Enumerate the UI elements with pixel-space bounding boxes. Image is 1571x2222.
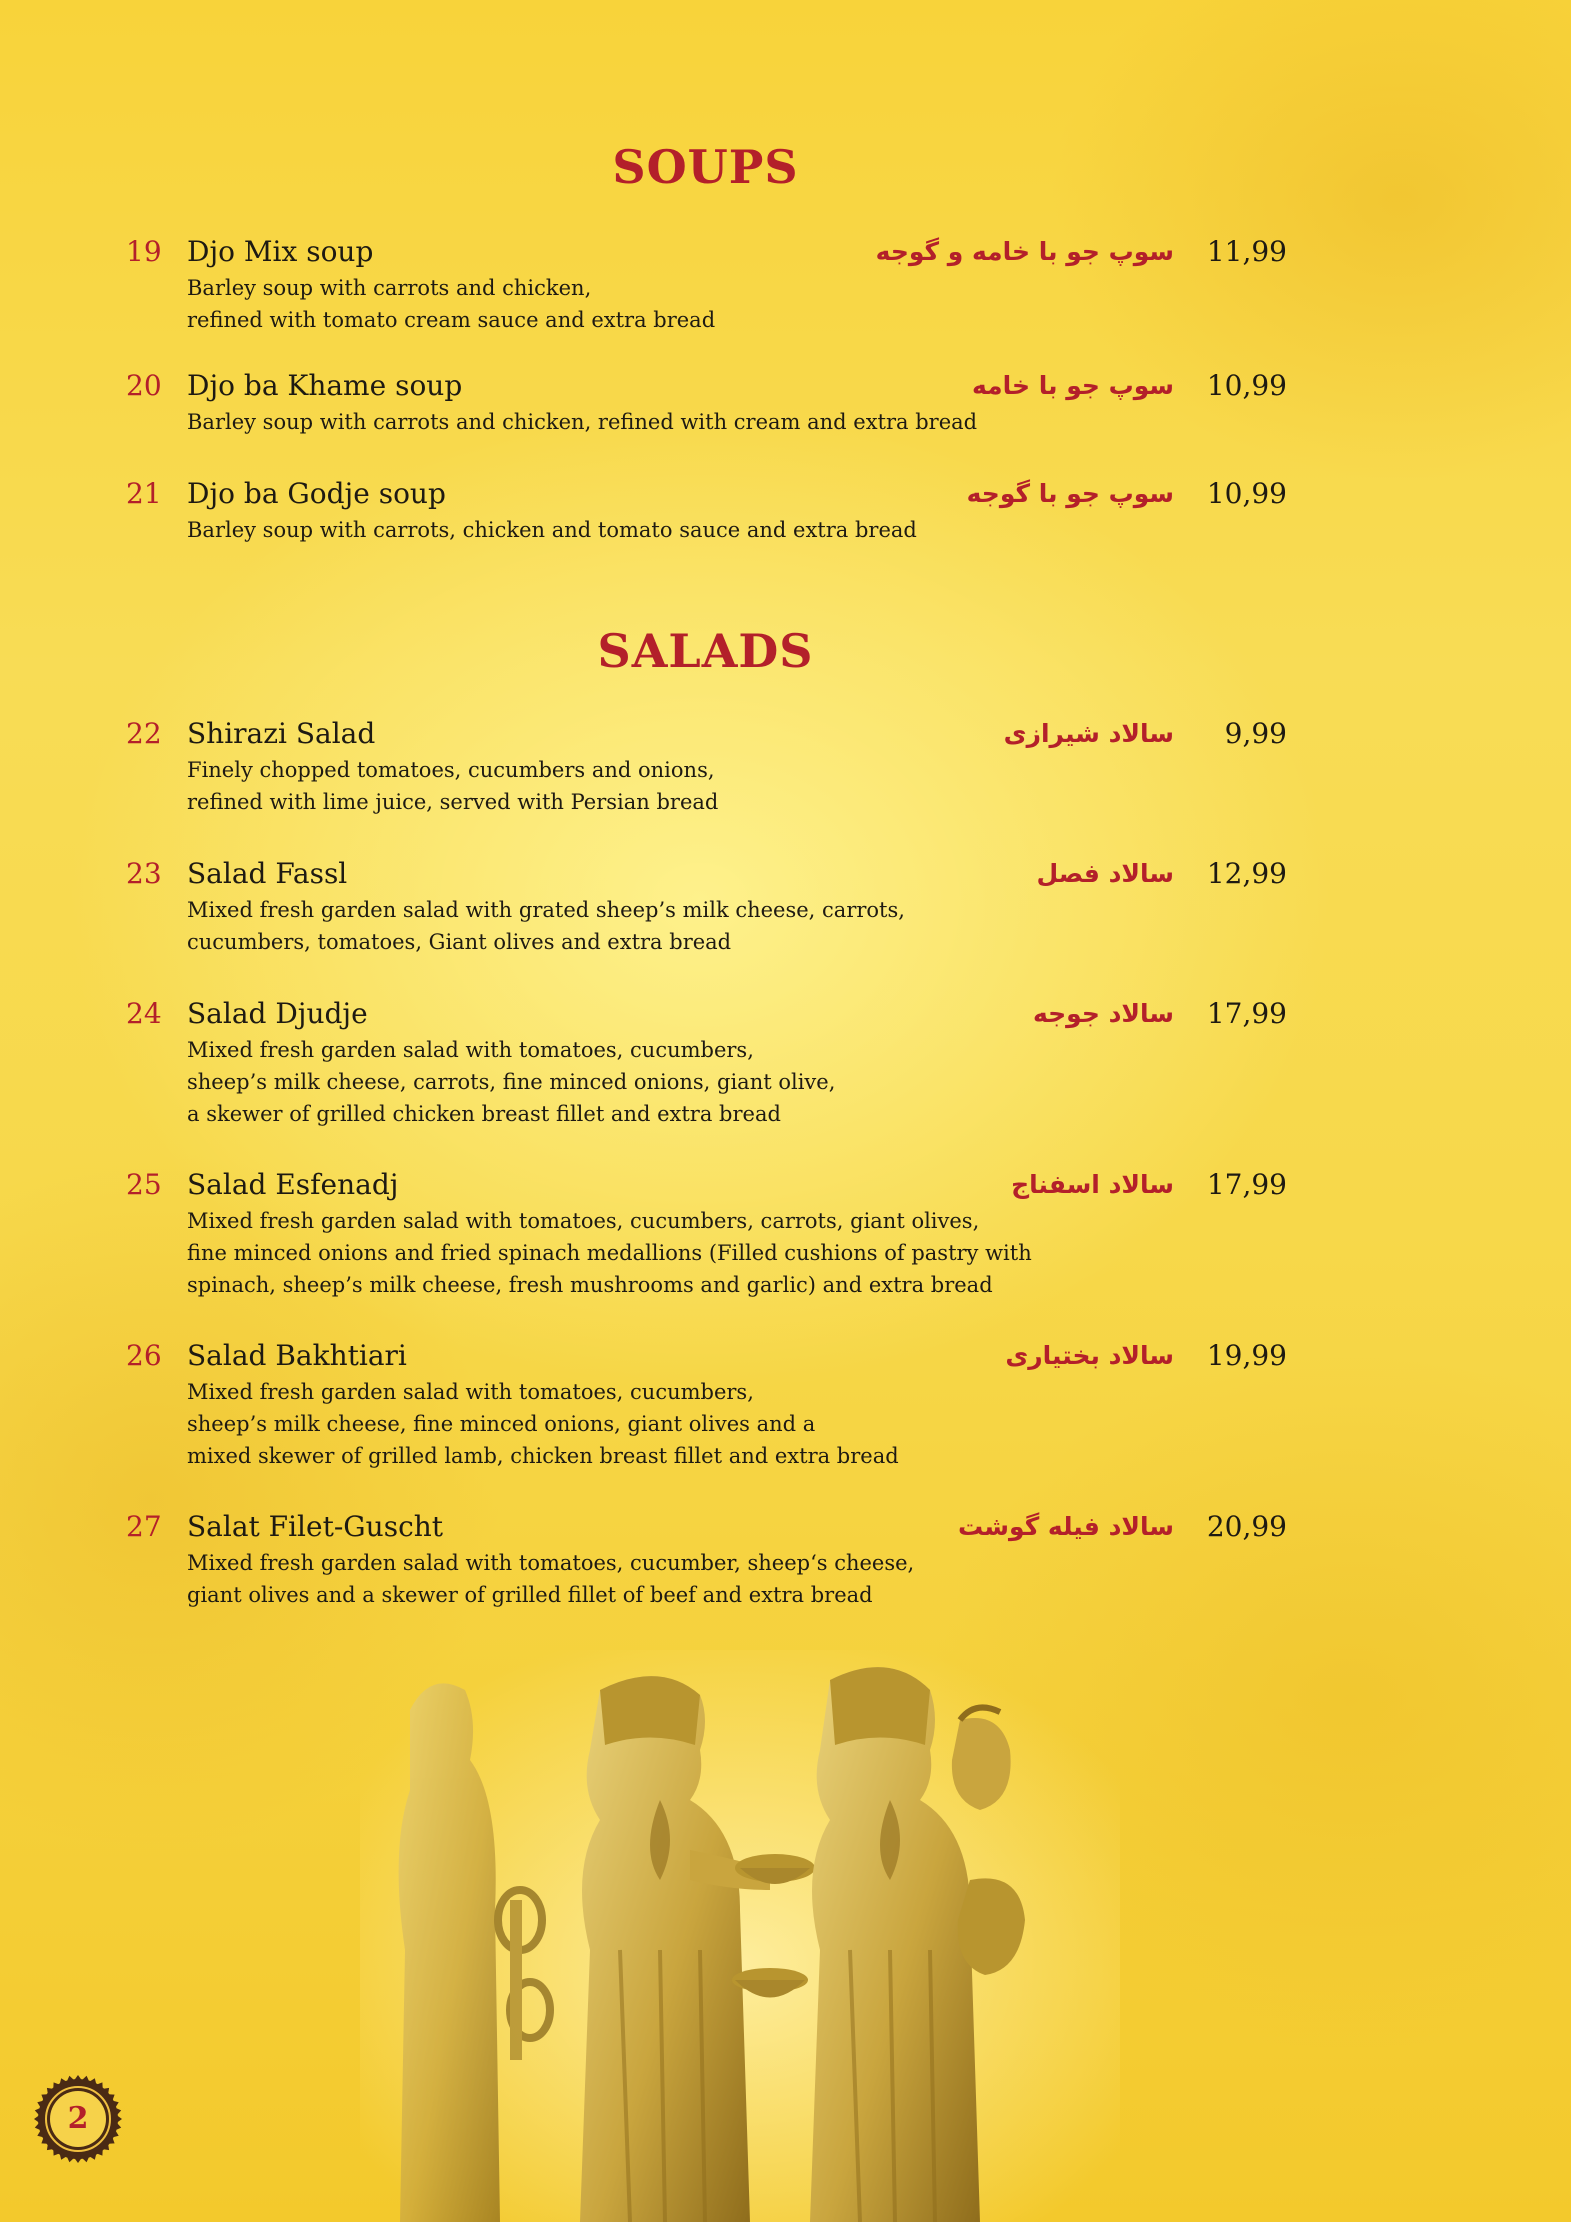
- item-persian-name: سالاد شیرازی: [1003, 719, 1174, 748]
- item-price: 10,99: [1206, 369, 1287, 402]
- page-number: 2: [67, 2101, 89, 2136]
- item-name: Salad Fassl: [187, 857, 348, 890]
- description-line: Mixed fresh garden salad with tomatoes, cucumbers,: [187, 1038, 754, 1062]
- item-description: [187, 754, 1087, 818]
- item-number: 25: [126, 1168, 162, 1201]
- description-line: Mixed fresh garden salad with tomatoes, cucumbers, carrots, giant olives,: [187, 1209, 980, 1233]
- item-name: Djo ba Godje soup: [187, 477, 446, 510]
- description-line: Finely chopped tomatoes, cucumbers and onions,: [187, 758, 715, 782]
- description-line: refined with lime juice, served with Persian bread: [187, 790, 719, 814]
- item-price: 9,99: [1224, 717, 1287, 750]
- description-line: spinach, sheep’s milk cheese, fresh mushrooms and garlic) and extra bread: [187, 1273, 993, 1297]
- description-line: sheep’s milk cheese, carrots, fine minced onions, giant olive,: [187, 1070, 836, 1094]
- description-line: a skewer of grilled chicken breast fillet and extra bread: [187, 1102, 781, 1126]
- description-line: Barley soup with carrots, chicken and tomato sauce and extra bread: [187, 518, 917, 542]
- item-price: 10,99: [1206, 477, 1287, 510]
- item-price: 17,99: [1206, 997, 1287, 1030]
- description-line: refined with tomato cream sauce and extra bread: [187, 308, 716, 332]
- item-description: [187, 514, 1087, 546]
- item-number: 23: [126, 857, 162, 890]
- item-description: [187, 406, 1087, 438]
- item-name: Salat Filet-Guscht: [187, 1510, 444, 1543]
- description-line: mixed skewer of grilled lamb, chicken breast fillet and extra bread: [187, 1444, 899, 1468]
- item-description: [187, 894, 1087, 958]
- persepolis-relief-image: [360, 1650, 1120, 2222]
- item-name: Djo Mix soup: [187, 235, 374, 268]
- description-line: Mixed fresh garden salad with grated sheep’s milk cheese, carrots,: [187, 898, 905, 922]
- item-number: 26: [126, 1339, 162, 1372]
- item-number: 20: [126, 369, 162, 402]
- item-persian-name: سوپ جو با خامه و گوجه: [875, 237, 1174, 266]
- section-title-soups: SOUPS: [612, 140, 799, 194]
- item-number: 19: [126, 235, 162, 268]
- item-price: 20,99: [1206, 1510, 1287, 1543]
- item-price: 19,99: [1206, 1339, 1287, 1372]
- item-number: 27: [126, 1510, 162, 1543]
- item-persian-name: سالاد اسفناج: [1011, 1170, 1174, 1199]
- item-persian-name: سوپ جو با خامه: [971, 371, 1174, 400]
- description-line: Mixed fresh garden salad with tomatoes, cucumbers,: [187, 1380, 754, 1404]
- item-name: Salad Djudje: [187, 997, 368, 1030]
- item-description: [187, 1547, 1087, 1611]
- item-description: [187, 1376, 1087, 1472]
- description-line: fine minced onions and fried spinach medallions (Filled cushions of pastry with: [187, 1241, 1032, 1265]
- item-description: [187, 1205, 1087, 1301]
- item-price: 11,99: [1206, 235, 1287, 268]
- item-name: Salad Esfenadj: [187, 1168, 399, 1201]
- item-name: Shirazi Salad: [187, 717, 376, 750]
- item-number: 24: [126, 997, 162, 1030]
- item-description: [187, 272, 1087, 336]
- item-description: [187, 1034, 1087, 1130]
- item-name: Djo ba Khame soup: [187, 369, 463, 402]
- description-line: cucumbers, tomatoes, Giant olives and extra bread: [187, 930, 732, 954]
- description-line: Barley soup with carrots and chicken,: [187, 276, 592, 300]
- description-line: sheep’s milk cheese, fine minced onions, giant olives and a: [187, 1412, 816, 1436]
- item-number: 21: [126, 477, 162, 510]
- item-persian-name: سالاد فیله گوشت: [957, 1512, 1174, 1541]
- description-line: giant olives and a skewer of grilled fillet of beef and extra bread: [187, 1583, 873, 1607]
- item-price: 17,99: [1206, 1168, 1287, 1201]
- section-title-salads: SALADS: [597, 624, 814, 678]
- item-persian-name: سوپ جو با گوجه: [966, 479, 1174, 508]
- item-persian-name: سالاد بختیاری: [1005, 1341, 1174, 1370]
- description-line: Barley soup with carrots and chicken, refined with cream and extra bread: [187, 410, 978, 434]
- item-persian-name: سالاد جوجه: [1033, 999, 1174, 1028]
- description-line: Mixed fresh garden salad with tomatoes, cucumber, sheep‘s cheese,: [187, 1551, 915, 1575]
- item-name: Salad Bakhtiari: [187, 1339, 407, 1372]
- item-number: 22: [126, 717, 162, 750]
- item-persian-name: سالاد فصل: [1036, 859, 1174, 888]
- item-price: 12,99: [1206, 857, 1287, 890]
